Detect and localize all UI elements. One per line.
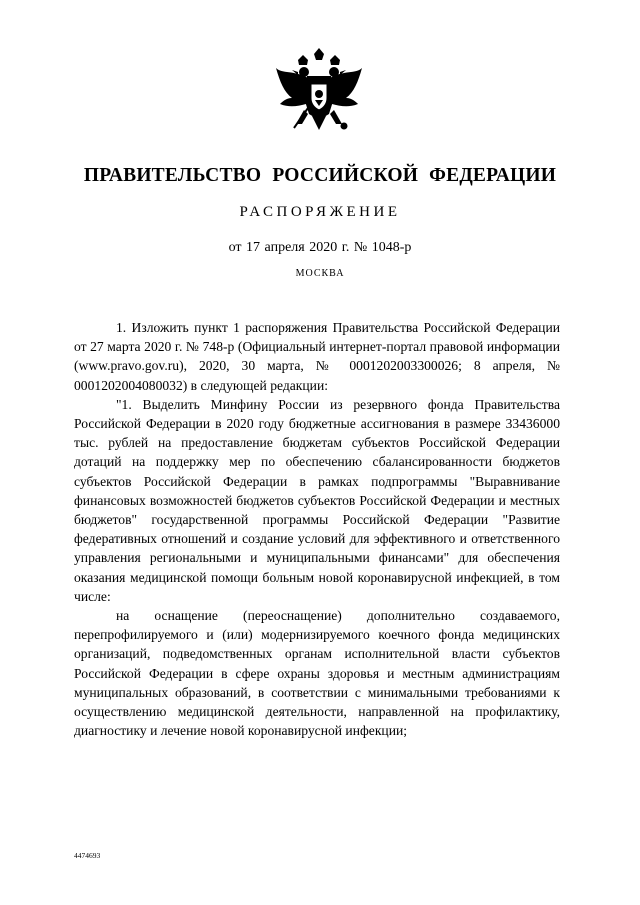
page-title: ПРАВИТЕЛЬСТВО РОССИЙСКОЙ ФЕДЕРАЦИИ — [83, 165, 557, 186]
paragraph-3: на оснащение (переоснащение) дополнительно создаваемого, перепрофилируемого и (или) модернизируемого коечного фонда медицинских организаций, подведомственных органам исполнительной власти субъектов Российской Федерации в сфере охраны здоровья и местным администрациям муниципальных образований, в соответствии с минимальными требованиями к осуществлению медицинской деятельности, направленной на профилактику, диагностику и лечение новой коронавирусной инфекции; — [74, 608, 560, 739]
paragraph-2: "1. Выделить Минфину России из резервного фонда Правительства Российской Федерации в 2020 году бюджетные ассигнования в размере 33436000 тыс. рублей на предоставление бюджетам субъектов Российской Федерации дотаций на поддержку мер по обеспечению сбалансированности бюджетов субъектов Российской Федерации в рамках подпрограммы "Выравнивание финансовых возможностей бюджетов субъектов Российской Федерации и местных бюджетов" государственной программы Российской Федерации "Развитие федеративных отношений и создание условий для эффективного и ответственного управления региональными и муниципальными финансами" для обеспечения оказания медицинской помощи больным новой коронавирусной инфекцией, в том числе: — [74, 396, 560, 604]
document-type: РАСПОРЯЖЕНИЕ — [239, 204, 401, 220]
document-date-number: от 17 апреля 2020 г. № 1048-р — [228, 240, 412, 255]
coat-of-arms-icon — [274, 48, 364, 144]
document-city: МОСКВА — [295, 268, 345, 279]
document-id: 4474693 — [74, 851, 101, 860]
paragraph-1: 1. Изложить пункт 1 распоряжения Правительства Российской Федерации от 27 марта 2020 г. № 748-р (Официальный интернет-портал правовой информации (www.pravo.gov.ru), 2020, 30 марта, № 0001202003300026; 8 апреля, № 0001202004080032) в следующей редакции: — [74, 320, 560, 393]
document-body — [74, 318, 560, 740]
